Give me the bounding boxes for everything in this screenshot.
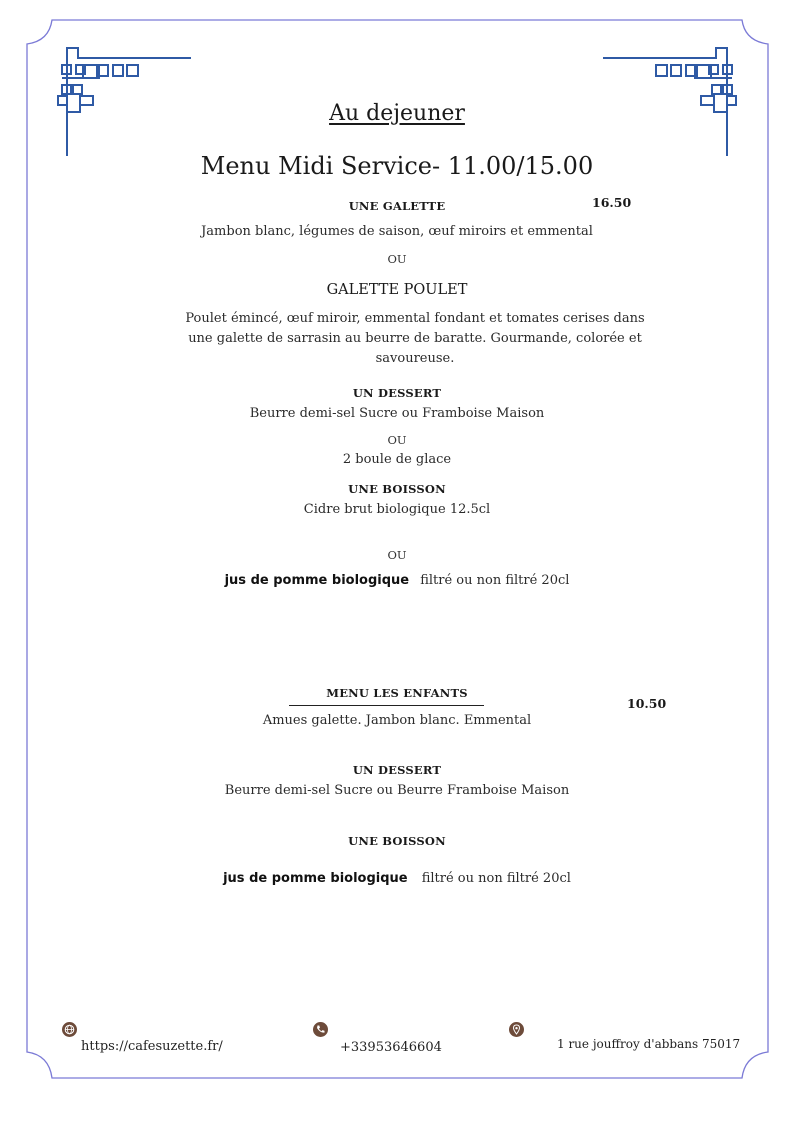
page-title: Au dejeuner xyxy=(329,101,465,126)
kids-dessert-option: Beurre demi-sel Sucre ou Beurre Framboise Maison xyxy=(224,783,570,798)
kids-drink-option xyxy=(0,867,794,886)
lunch-menu-price: 16.50 xyxy=(592,195,632,210)
drink-option-2 xyxy=(0,569,794,588)
address: 1 rue jouffroy d'abbans 75017 xyxy=(557,1037,741,1051)
menu-subtitle: Menu Midi Service- 11.00/15.00 xyxy=(200,152,594,180)
kids-drink-name: jus de pomme biologique xyxy=(223,871,408,886)
phone-number[interactable]: +33953646604 xyxy=(340,1040,442,1055)
galette-poulet-description: Poulet émincé, œuf miroir, emmental fondant et tomates cerises dans une galette de sarrasin au beurre de baratte. Gourmande, colorée et savoureuse. xyxy=(185,311,645,366)
kids-drink-header: UNE BOISSON xyxy=(348,834,446,848)
galette-header: UNE GALETTE xyxy=(348,199,446,213)
galette-description: Jambon blanc, légumes de saison, œuf miroirs et emmental xyxy=(201,224,593,239)
location-pin-icon xyxy=(509,1022,524,1037)
galette-poulet-name: GALETTE POULET xyxy=(326,282,468,298)
drink-option-1: Cidre brut biologique 12.5cl xyxy=(303,502,491,517)
dessert-header: UN DESSERT xyxy=(352,386,442,400)
kids-drink-detail: filtré ou non filtré 20cl xyxy=(421,871,571,886)
drink-or-separator: OU xyxy=(387,548,407,562)
website-link[interactable]: https://cafesuzette.fr/ xyxy=(81,1039,223,1054)
drink-option-2-detail: filtré ou non filtré 20cl xyxy=(420,573,570,588)
phone-icon xyxy=(313,1022,328,1037)
galette-or-separator: OU xyxy=(387,252,407,266)
kids-menu-price: 10.50 xyxy=(627,696,667,711)
globe-icon xyxy=(62,1022,77,1037)
kids-dessert-header: UN DESSERT xyxy=(352,763,442,777)
dessert-option-1: Beurre demi-sel Sucre ou Framboise Maison xyxy=(249,406,545,421)
kids-menu-header: MENU LES ENFANTS xyxy=(326,686,468,700)
kids-header-underline xyxy=(289,705,484,706)
drink-option-2-name: jus de pomme biologique xyxy=(224,573,410,588)
drink-header: UNE BOISSON xyxy=(348,482,446,496)
dessert-or-separator: OU xyxy=(387,433,407,447)
kids-menu-description: Amues galette. Jambon blanc. Emmental xyxy=(262,713,532,728)
dessert-option-2: 2 boule de glace xyxy=(342,452,452,467)
